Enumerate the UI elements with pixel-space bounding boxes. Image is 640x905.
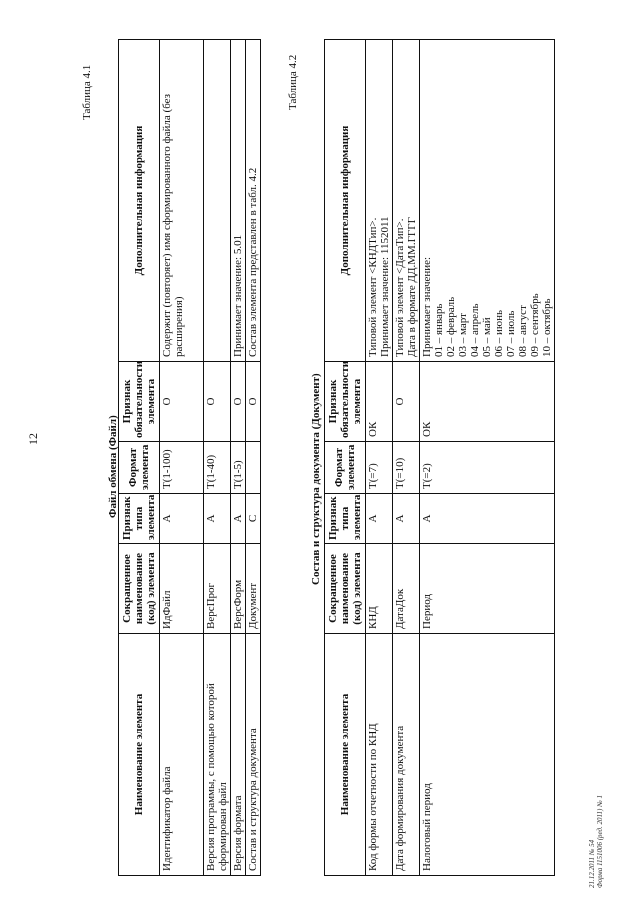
footer-line: 21.12.2011 № 54 (588, 839, 596, 888)
header-required: Признак обязательности элемента (119, 362, 160, 442)
header-type: Признак типа элемента (325, 494, 366, 544)
cell-type: А (160, 494, 204, 544)
cell-info: Содержит (повторяет) имя сформированного файла (без расширения) (160, 40, 204, 362)
cell-name: Версия программы, с помощью которой сформирован файл (204, 634, 231, 876)
footer-line: Форма 1151006 (ред. 2011) № 1 (596, 795, 604, 888)
cell-required: О (393, 362, 420, 442)
cell-type: А (393, 494, 420, 544)
cell-name: Дата формирования документа (393, 634, 420, 876)
cell-name: Код формы отчетности по КНД (366, 634, 393, 876)
cell-code: КНД (366, 544, 393, 634)
cell-format: T(1-40) (204, 442, 231, 494)
cell-info: Принимает значение: 5.01 (231, 40, 246, 362)
page-number: 12 (26, 433, 40, 445)
table-row (160, 40, 204, 876)
table-row (231, 40, 246, 876)
cell-required: О (231, 362, 246, 442)
table1-caption: Таблица 4.1 (81, 64, 93, 120)
cell-code: ВерсПрог (204, 544, 231, 634)
cell-format (246, 442, 261, 494)
info-line: 06 – июнь (493, 309, 505, 357)
cell-type: А (420, 494, 555, 544)
table-row (204, 40, 231, 876)
info-line: 08 – август (517, 305, 529, 357)
table1-title: Файл обмена (Файл) (107, 415, 119, 518)
cell-code: ДатаДок (393, 544, 420, 634)
cell-info (204, 40, 231, 362)
cell-name: Идентификатор файла (160, 634, 204, 876)
cell-type: А (204, 494, 231, 544)
cell-type: С (246, 494, 261, 544)
header-required: Признак обязательности элемента (325, 362, 366, 442)
info-line: Принимает значение: 1152011 (379, 216, 391, 357)
footer-note (588, 795, 604, 888)
header-info: Дополнительная информация (119, 40, 160, 362)
info-line: 03 – март (457, 313, 469, 357)
cell-code: Период (420, 544, 555, 634)
info-line: 07 – июль (505, 310, 517, 357)
cell-format: T(=7) (366, 442, 393, 494)
cell-required: ОК (420, 362, 555, 442)
info-line: Дата в формате ДД.ММ.ГГГГ (406, 216, 418, 357)
cell-code: ИдФайл (160, 544, 204, 634)
cell-info (420, 40, 555, 362)
info-line: 09 – сентябрь (529, 293, 541, 357)
cell-type: А (231, 494, 246, 544)
cell-info (393, 40, 420, 362)
info-line: Типовой элемент <ДатаТип>. (394, 218, 406, 357)
cell-format: T(1-5) (231, 442, 246, 494)
cell-required: О (160, 362, 204, 442)
info-line: Типовой элемент <КНДТип>. (367, 217, 379, 357)
table2-header-row (325, 40, 366, 876)
cell-name: Версия формата (231, 634, 246, 876)
info-line: 04 – апрель (469, 303, 481, 357)
table2-caption: Таблица 4.2 (287, 54, 299, 110)
table-row (393, 40, 420, 876)
table2-title: Состав и структура документа (Документ) (310, 373, 322, 585)
header-type: Признак типа элемента (119, 494, 160, 544)
cell-format: T(=10) (393, 442, 420, 494)
cell-format: T(=2) (420, 442, 555, 494)
header-name: Наименование элемента (325, 634, 366, 876)
cell-required: ОК (366, 362, 393, 442)
header-code: Сокращенное наименование (код) элемента (325, 544, 366, 634)
table-row (366, 40, 393, 876)
cell-info (366, 40, 393, 362)
cell-format: T(1-100) (160, 442, 204, 494)
cell-info: Состав элемента представлен в табл. 4.2 (246, 40, 261, 362)
table2 (324, 40, 555, 876)
cell-type: А (366, 494, 393, 544)
info-line: Принимает значение: (421, 256, 433, 357)
info-line: 01 – январь (433, 303, 445, 357)
header-info: Дополнительная информация (325, 40, 366, 362)
table-row (246, 40, 261, 876)
header-name: Наименование элемента (119, 634, 160, 876)
info-line: 02 – февраль (445, 296, 457, 357)
header-format: Формат элемента (119, 442, 160, 494)
cell-name: Налоговый период (420, 634, 555, 876)
cell-code: ВерсФорм (231, 544, 246, 634)
cell-required: О (204, 362, 231, 442)
header-code: Сокращенное наименование (код) элемента (119, 544, 160, 634)
cell-code: Документ (246, 544, 261, 634)
table1-header-row (119, 40, 160, 876)
info-line: 05 – май (481, 317, 493, 357)
info-line: 10 – октябрь (541, 298, 553, 357)
table-row (420, 40, 555, 876)
cell-name: Состав и структура документа (246, 634, 261, 876)
table1 (118, 40, 261, 876)
cell-required: О (246, 362, 261, 442)
header-format: Формат элемента (325, 442, 366, 494)
